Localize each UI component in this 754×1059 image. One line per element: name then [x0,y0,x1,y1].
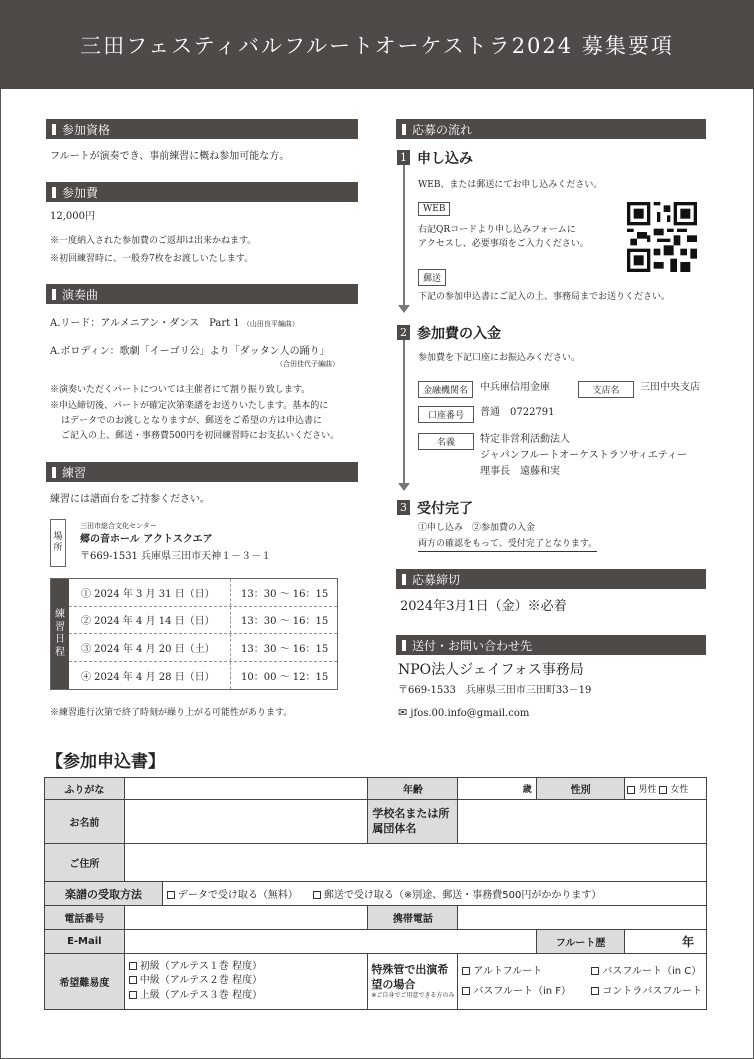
step-3-line: 両方の確認をもって、受付完了となります。 [418,538,597,552]
age-label: 年齢 [368,778,458,800]
mail-icon: ✉ [398,706,408,719]
section-heading: 応募締切 [412,572,461,587]
qr-code-icon[interactable] [627,202,697,272]
fee-amount: 12,000円 [50,211,95,222]
gender-label: 性別 [536,778,625,800]
flute-years-field[interactable]: 年 [625,930,707,954]
checkbox-bass-f[interactable] [462,987,470,995]
step-1-number: 1 [397,150,410,165]
account-number: 普通 0722791 [480,407,555,418]
name-field[interactable] [124,800,368,844]
checkbox-level-3[interactable] [129,991,137,999]
flow-line [403,165,405,305]
section-heading: 送付・お問い合わせ先 [412,638,533,653]
piece-2-arranger: （合田佳代子編曲） [276,360,339,368]
repertoire-note: ※演奏いただくパートについては主催者にて割り振り致します。 [50,385,311,395]
venue-org: 三田市総合文化センター [80,522,157,530]
schedule-row: ③ 2024 年 4 月 20 日（土） 13：30 ～ 16：15 [69,634,337,662]
venue-address: 〒669-1531 兵庫県三田市天神１－３－１ [80,551,272,562]
section-heading: 参加費 [62,185,99,200]
step-1-intro: WEB、または郵送にてお申し込みください。 [418,180,603,190]
flow-arrow [398,305,410,313]
mobile-field[interactable] [458,906,707,930]
section-repertoire [46,284,358,304]
page-title: 三田フェスティバルフルートオーケストラ2024 募集要項 [0,0,754,89]
form-title: 【参加申込書】 [46,752,165,772]
address-label: ご住所 [45,844,125,882]
piece-2: A.ボロディン：歌劇「イーゴリ公」より「ダッタン人の踊り」 [50,346,330,357]
difficulty-label: 希望難易度 [45,954,125,1010]
eligibility-text: フルートが演奏でき、事前練習に概ね参加可能な方。 [50,151,290,162]
step-3-title: 受付完了 [417,501,473,517]
address-field[interactable] [124,844,706,882]
web-text: アクセスし、必要事項をご入力ください。 [418,239,589,249]
furigana-field[interactable] [124,778,368,800]
school-field[interactable] [458,800,707,844]
schedule-label: 練 習 日 程 [51,579,69,689]
checkbox-level-2[interactable] [129,976,137,984]
email-field[interactable] [124,930,536,954]
age-field[interactable]: 歳 [458,778,536,800]
bank-label: 金融機関名 [418,381,473,398]
place-label: 場 所 [50,519,66,567]
section-fee [46,182,358,202]
email-label: E-Mail [45,930,125,954]
score-method-options[interactable]: データで受け取る（無料） 郵送で受け取る（※別途、郵送・事務費500円がかかります） [162,882,706,906]
step-3-line: ①申し込み ②参加費の入金 [418,523,536,533]
special-flute-label: 特殊管で出演希望の場合 ※ご自身でご用意できる方のみ [368,954,458,1010]
contact-org: NPO法人ジェイフォス事務局 [398,662,584,678]
web-label: WEB [418,202,450,216]
holder-name: 特定非営利活動法人 [480,434,570,445]
special-flute-options[interactable]: アルトフルート バスフルート（in C） バスフルート（in F） コントラバスフルート [458,954,707,1010]
holder-name: 理事長 遠藤和実 [480,466,560,477]
difficulty-options[interactable]: 初級（アルテス１巻 程度） 中級（アルテス２巻 程度） 上級（アルテス３巻 程度） [124,954,368,1010]
practice-text: 練習には譜面台をご持参ください。 [50,494,210,505]
section-flow [396,119,706,139]
repertoire-note: ※申込締切後、パートが確定次第楽譜をお送りいたします。基本的に [50,401,329,411]
phone-field[interactable] [124,906,368,930]
special-flute-note: ※ご自身でご用意できる方のみ [371,991,455,999]
name-label: お名前 [45,800,125,844]
branch-name: 三田中央支店 [640,382,700,393]
phone-label: 電話番号 [45,906,125,930]
schedule-row: ② 2024 年 4 月 14 日（日） 13：30 ～ 16：15 [69,607,337,635]
repertoire-note: はデータでのお渡しとなりますが、郵送をご希望の方は申込書に [61,416,323,426]
practice-schedule [50,578,338,690]
section-eligibility [46,119,358,139]
section-heading: 参加資格 [62,122,111,137]
holder-name: ジャパンフルートオーケストラソサィエティー [480,450,688,461]
account-label: 口座番号 [418,406,474,423]
section-contact [396,635,706,655]
checkbox-female[interactable] [659,786,667,794]
checkbox-contrabass[interactable] [591,987,599,995]
school-label: 学校名または所属団体名 [368,800,458,844]
holder-label: 名義 [418,433,474,450]
mail-label: 郵送 [418,269,446,286]
mail-text: 下記の参加申込書にご記入の上、事務局までお送りください。 [418,292,671,302]
step-3-number: 3 [397,500,410,515]
score-method-label: 楽譜の受取方法 [45,882,163,906]
step-1-title: 申し込み [417,151,473,167]
schedule-row: ① 2024 年 3 月 31 日（日） 13：30 ～ 16：15 [69,579,337,607]
fee-note: ※一度納入された参加費のご返却は出来かねます。 [50,236,257,246]
checkbox-score-mail[interactable] [313,891,321,899]
fee-note: ※初回練習時に、一般券7枚をお渡しいたします。 [50,254,254,264]
checkbox-score-data[interactable] [167,891,175,899]
step-2-title: 参加費の入金 [417,326,501,342]
flow-line [403,340,405,485]
branch-label: 支店名 [578,381,634,398]
piece-1: A.リード：アルメニアン・ダンス Part 1 （山田良平編曲） [50,318,299,329]
bank-name: 中兵庫信用金庫 [480,382,550,393]
contact-email[interactable]: ✉ jfos.00.info@gmail.com [398,706,530,719]
step-2-intro: 参加費を下記口座にお振込みください。 [418,353,581,363]
checkbox-bass-c[interactable] [591,967,599,975]
web-text: 右記QRコードより申し込みフォームに [418,225,576,235]
schedule-row: ④ 2024 年 4 月 28 日（日） 10：00 ～ 12：15 [69,662,337,690]
section-heading: 応募の流れ [412,122,473,137]
gender-options[interactable]: 男性 女性 [625,778,707,800]
checkbox-level-1[interactable] [129,962,137,970]
section-heading: 演奏曲 [62,287,99,302]
flow-arrow [398,483,410,491]
section-practice [46,462,358,482]
repertoire-note: ご記入の上、郵送・事務費500円を初回練習時にお支払いください。 [61,431,340,441]
flute-years-label: フルート歴 [536,930,625,954]
application-form [44,777,707,1010]
checkbox-male[interactable] [627,786,635,794]
practice-note: ※練習進行次第で終了時刻が繰り上がる可能性があります。 [50,708,293,718]
piece-1-arranger: （山田良平編曲） [242,320,299,328]
contact-address: 〒669-1533 兵庫県三田市三田町33－19 [398,685,592,696]
checkbox-alto[interactable] [462,967,470,975]
deadline-text: 2024年3月1日（金）※必着 [400,599,567,614]
section-heading: 練習 [62,465,87,480]
mobile-label: 携帯電話 [368,906,458,930]
venue-name: 郷の音ホール アクトスクエア [80,534,213,545]
step-2-number: 2 [397,325,410,340]
section-deadline [396,569,706,589]
furigana-label: ふりがな [45,778,125,800]
